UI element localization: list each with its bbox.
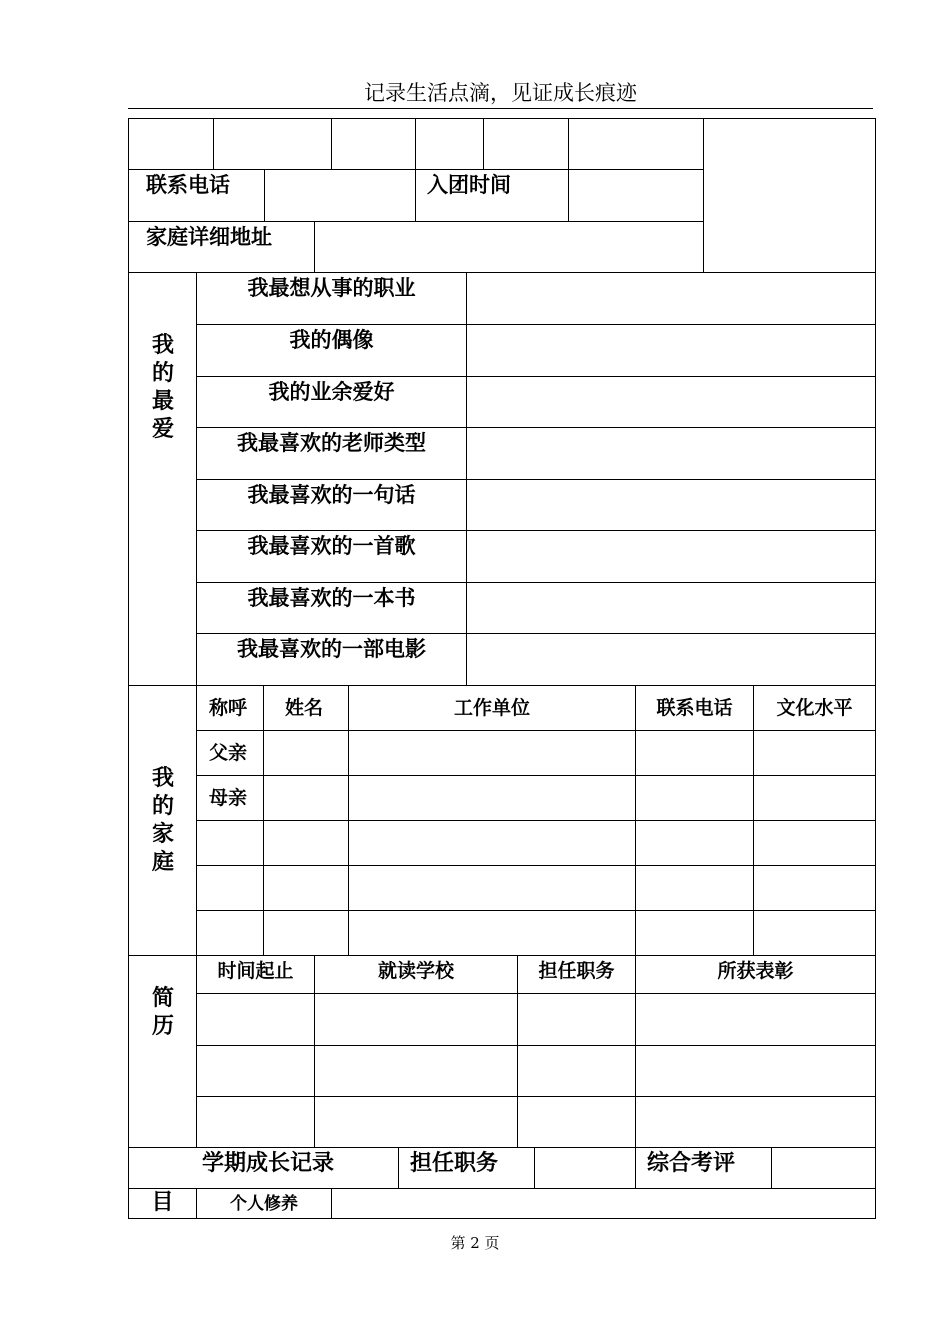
page-number: 第 2 页	[450, 1234, 500, 1252]
grid-line	[196, 530, 876, 531]
grid-line	[196, 479, 876, 480]
grid-line	[128, 118, 129, 1219]
personal-cultivation-label: 个人修养	[230, 1194, 298, 1214]
family-row-father: 父亲	[209, 742, 248, 764]
grid-line	[415, 118, 416, 221]
grid-line	[568, 118, 569, 221]
family-section-label: 我 的 家 庭	[151, 766, 174, 875]
favorite-item-label: 我最喜欢的一首歌	[247, 534, 416, 558]
grid-line	[128, 1188, 876, 1189]
grid-line	[398, 1147, 399, 1188]
page-header-title: 记录生活点滴，见证成长痕迹	[364, 81, 637, 105]
family-header-name: 姓名	[285, 697, 324, 719]
grid-line	[534, 1147, 535, 1188]
grid-line	[703, 118, 704, 272]
grid-line	[196, 910, 876, 911]
favorites-section-label: 我 的 最 爱	[151, 333, 174, 442]
phone-label: 联系电话	[146, 173, 230, 197]
growth-record-label: 学期成长记录	[202, 1151, 335, 1176]
grid-line	[263, 685, 264, 955]
favorite-item-label: 我最喜欢的一部电影	[237, 637, 426, 661]
grid-line	[128, 1147, 876, 1148]
grid-line	[128, 118, 876, 119]
item-column-label: 目	[151, 1190, 174, 1215]
grid-line	[128, 169, 704, 170]
grid-line	[331, 1188, 332, 1218]
grid-line	[196, 1045, 876, 1046]
grid-line	[128, 272, 876, 273]
favorite-item-label: 我最喜欢的老师类型	[237, 431, 426, 455]
join-date-label: 入团时间	[427, 173, 511, 197]
family-header-workplace: 工作单位	[453, 697, 530, 719]
grid-line	[196, 865, 876, 866]
growth-duty-label: 担任职务	[410, 1151, 499, 1176]
grid-line	[331, 118, 332, 169]
resume-section-label: 简 历	[151, 986, 174, 1039]
favorite-item-label: 我最喜欢的一句话	[247, 483, 416, 507]
family-header-education: 文化水平	[776, 697, 853, 719]
grid-line	[196, 427, 876, 428]
grid-line	[314, 221, 315, 272]
grid-line	[128, 1218, 876, 1219]
favorite-item-label: 我最想从事的职业	[247, 276, 416, 300]
grid-line	[196, 993, 876, 994]
grid-line	[875, 118, 876, 1219]
grid-line	[196, 775, 876, 776]
grid-line	[466, 272, 467, 685]
resume-header-period: 时间起止	[217, 960, 294, 982]
favorite-item-label: 我的偶像	[289, 328, 374, 352]
grid-line	[753, 685, 754, 955]
growth-evaluation-label: 综合考评	[647, 1151, 736, 1176]
home-address-label: 家庭详细地址	[146, 225, 272, 249]
grid-line	[635, 1147, 636, 1188]
grid-line	[196, 582, 876, 583]
grid-line	[128, 221, 704, 222]
resume-header-school: 就读学校	[377, 960, 454, 982]
family-row-mother: 母亲	[209, 787, 248, 809]
grid-line	[196, 820, 876, 821]
grid-line	[483, 118, 484, 169]
grid-line	[128, 955, 876, 956]
resume-header-duty: 担任职务	[538, 960, 615, 982]
grid-line	[196, 633, 876, 634]
family-header-phone: 联系电话	[656, 697, 733, 719]
favorite-item-label: 我最喜欢的一本书	[247, 586, 416, 610]
family-header-relation: 称呼	[209, 697, 248, 719]
grid-line	[771, 1147, 772, 1188]
grid-line	[196, 730, 876, 731]
grid-line	[196, 324, 876, 325]
favorite-item-label: 我的业余爱好	[268, 380, 395, 404]
grid-line	[128, 685, 876, 686]
grid-line	[348, 685, 349, 955]
grid-line	[196, 1096, 876, 1097]
grid-line	[264, 169, 265, 221]
grid-line	[635, 685, 636, 955]
resume-header-awards: 所获表彰	[717, 960, 794, 982]
grid-line	[196, 376, 876, 377]
grid-line	[213, 118, 214, 169]
